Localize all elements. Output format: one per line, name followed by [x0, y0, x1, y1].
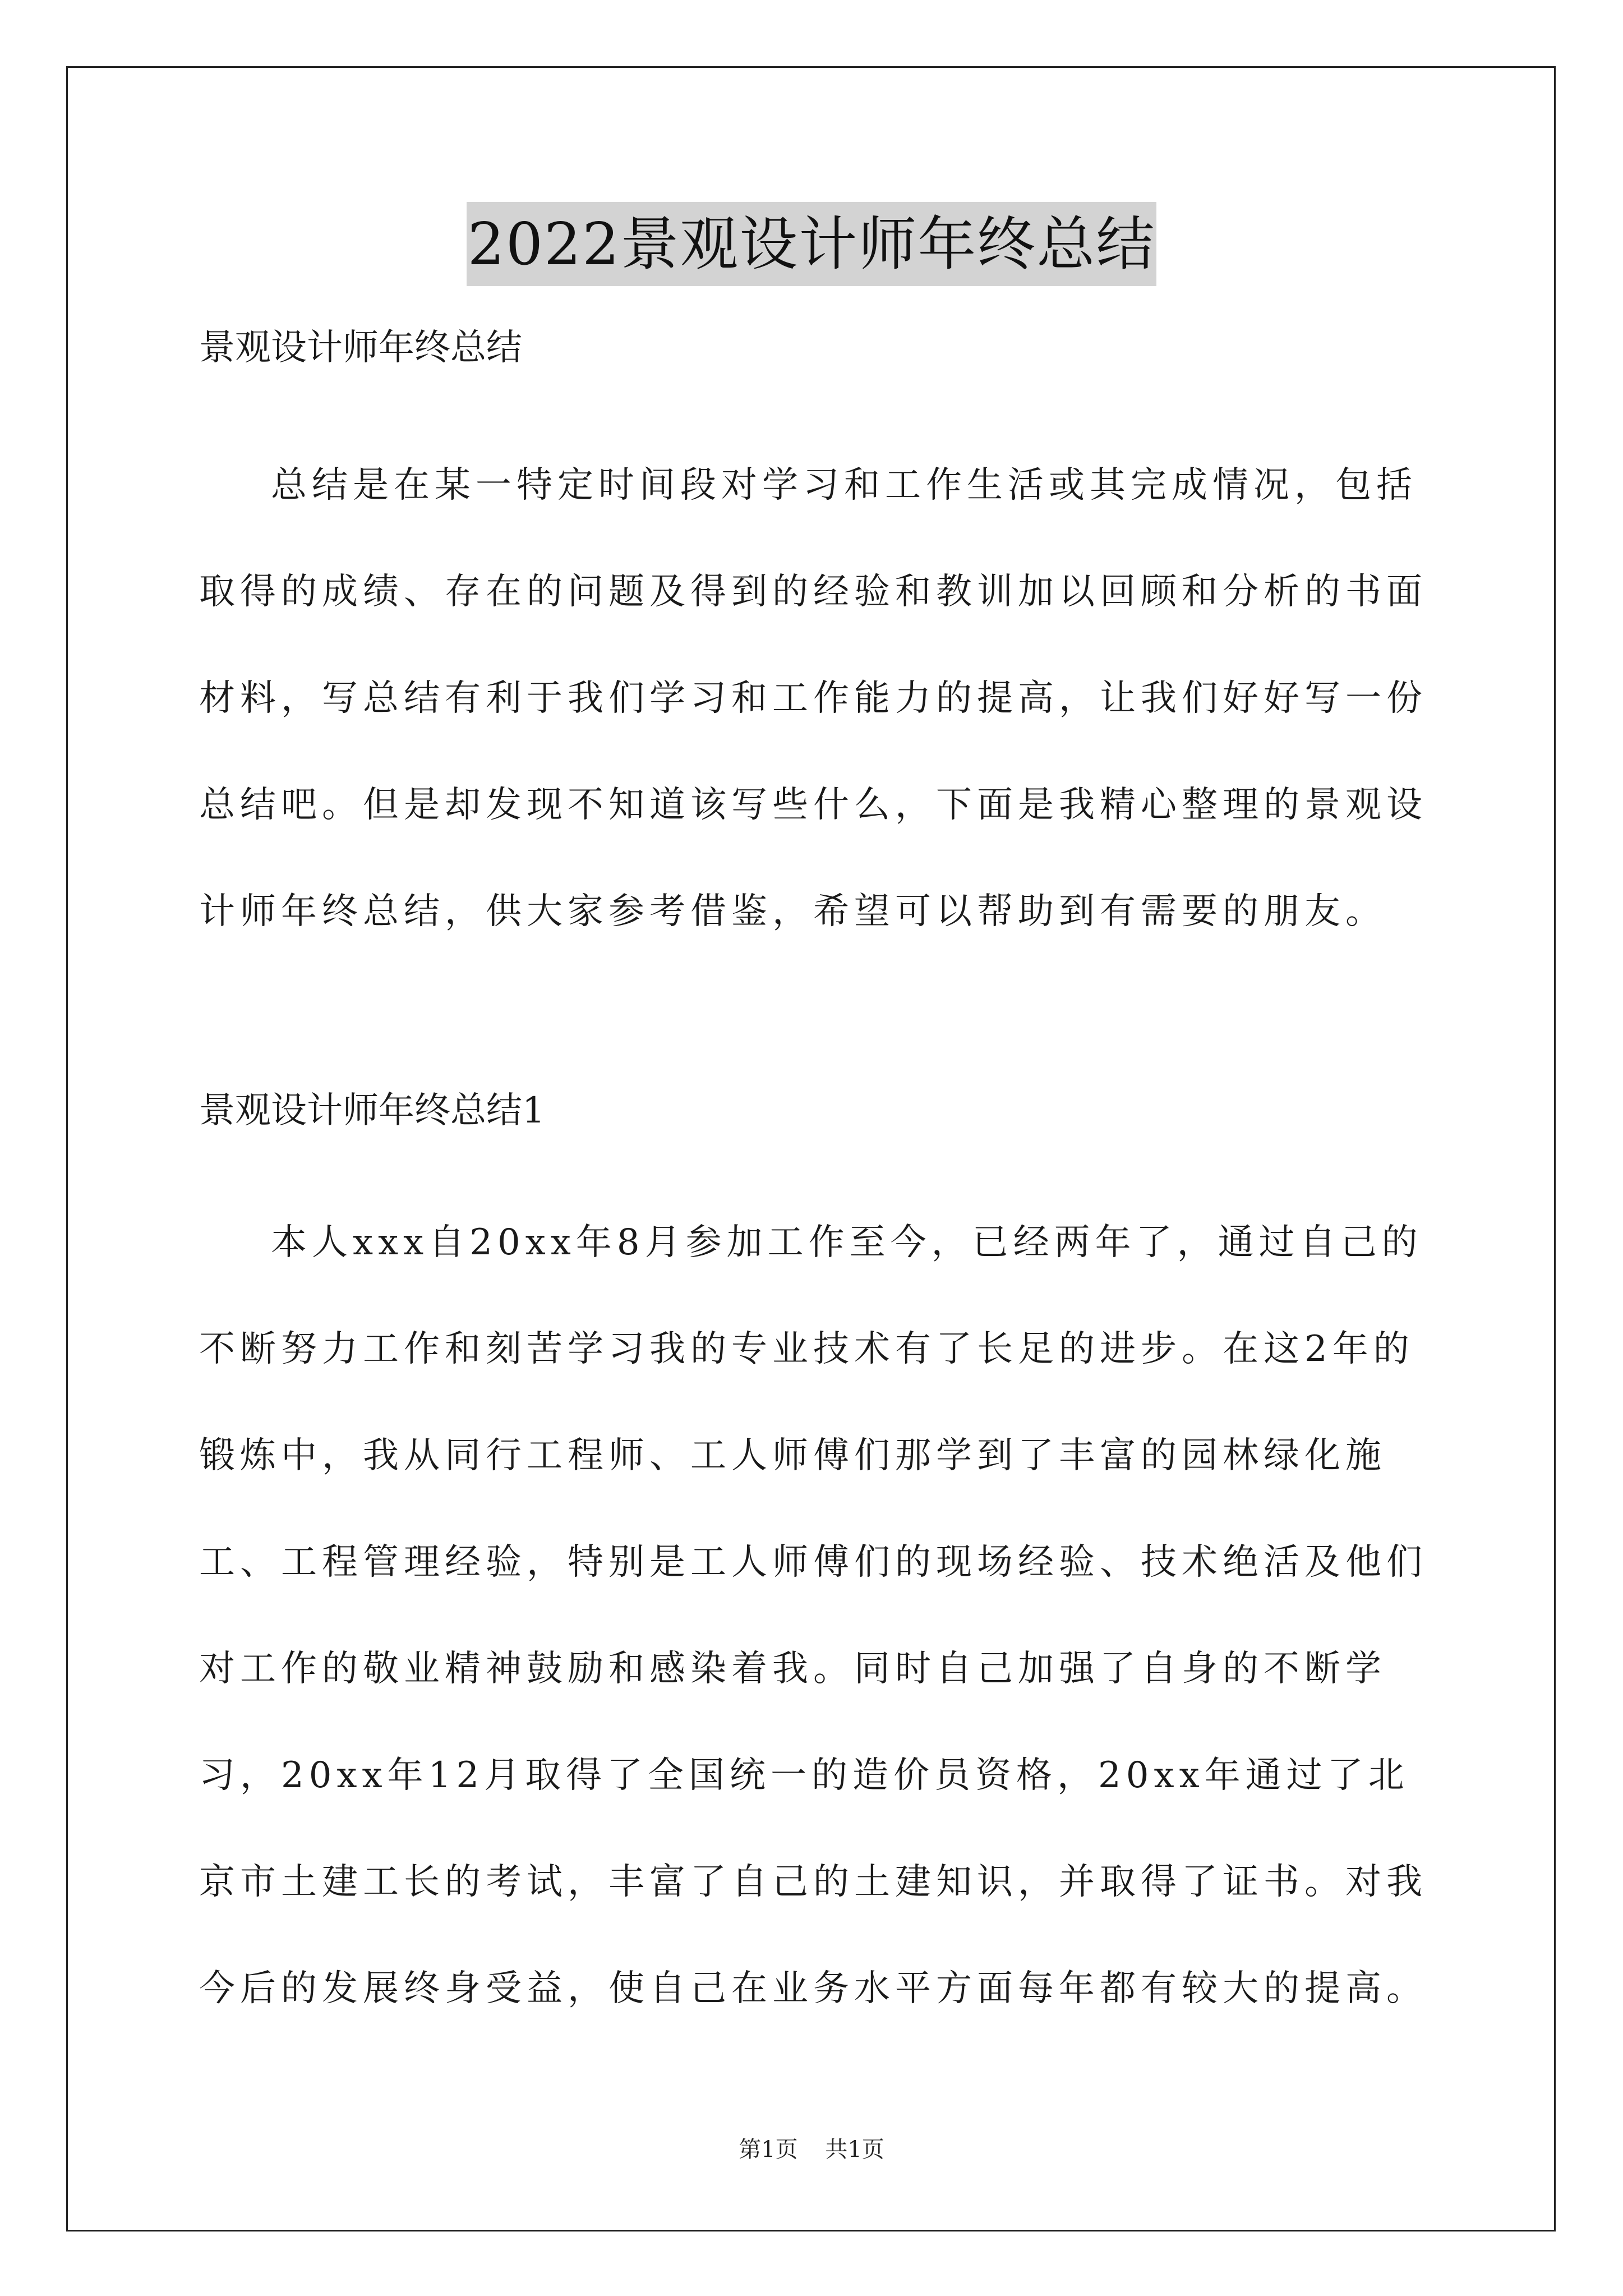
section-heading: 景观设计师年终总结1 — [199, 1090, 545, 1131]
document-subtitle: 景观设计师年终总结 — [199, 327, 522, 369]
intro-paragraph: 总结是在某一特定时间段对学习和工作生活或其完成情况，包括取得的成绩、存在的问题及得到的经验和教训加以回顾和分析的书面材料，写总结有利于我们学习和工作能力的提高，让我们好好写一份总结吧。但是却发现不知道该写些什么，下面是我精心整理的景观设计师年终总结，供大家参考借鉴，希望可以帮助到有需要的朋友。 — [199, 464, 1427, 932]
page-footer — [0, 2132, 1623, 2164]
page-total: 共1页 — [825, 2137, 884, 2162]
page-number: 第1页 — [739, 2137, 798, 2162]
section-body-paragraph: 本人xxx自20xx年8月参加工作至今，已经两年了，通过自己的不断努力工作和刻苦学习我的专业技术有了长足的进步。在这2年的锻炼中，我从同行工程师、工人师傅们那学到了丰富的园林绿化施工、工程管理经验，特别是工人师傅们的现场经验、技术绝活及他们对工作的敬业精神鼓励和感染着我。同时自己加强了自身的不断学习，20xx年12月取得了全国统一的造价员资格，20xx年通过了北京市土建工长的考试，丰富了自己的土建知识，并取得了证书。对我今后的发展终身受益，使自己在业务水平方面每年都有较大的提高。 — [199, 1222, 1427, 2009]
document-title-text: 2022景观设计师年终总结 — [467, 202, 1157, 286]
document-title — [0, 202, 1623, 286]
